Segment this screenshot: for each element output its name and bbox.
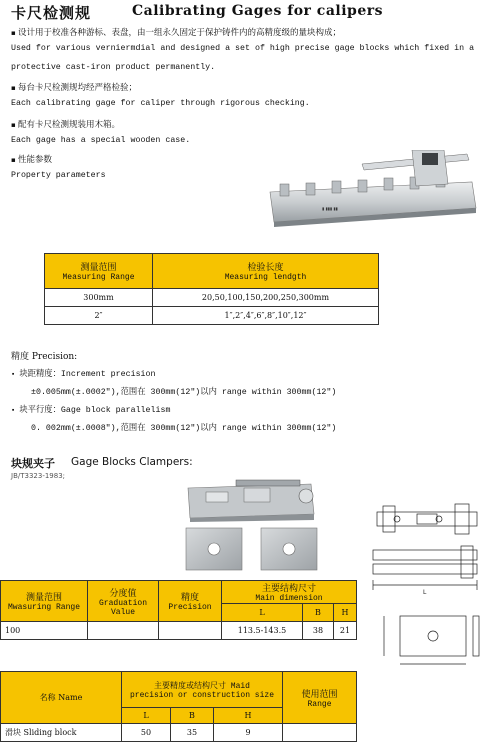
drawing-label-L: L — [423, 589, 427, 596]
table-row — [45, 289, 379, 307]
t3-col1: 名称 Name — [1, 672, 122, 724]
table-cell: 50 — [122, 724, 171, 742]
page-title-cn: 卡尺检测规 — [11, 4, 92, 22]
sliding-block-image-2 — [259, 526, 321, 574]
intro-bullet1-cn: ▪ 设计用于校准各种游标、表盘，由一组永久固定于保护铸件内的高精度级的量块构成； — [11, 26, 341, 38]
table-cell — [283, 724, 357, 742]
property-table-col1 — [45, 254, 153, 289]
intro-bullet4-en: Property parameters — [11, 171, 106, 180]
t3-col3-en: Range — [307, 699, 332, 709]
intro-bullet3-en: Each gage has a special wooden case. — [11, 136, 191, 145]
t2-col2-en1: Graduation — [98, 598, 147, 608]
table-cell: 100 — [1, 622, 88, 640]
t2-col1-cn: 测量范围 — [25, 593, 62, 603]
t2-col1-en: Mwasuring Range — [7, 603, 80, 612]
clamper-table-col1 — [1, 581, 88, 622]
table-cell: 20,50,100,150,200,250,300mm — [153, 289, 379, 307]
intro-bullet2-cn: ▪ 每台卡尺检测规均经严格检验； — [11, 81, 137, 93]
precision-item1-value: ±0.005mm(±.0002″),范围在 300mm(12″)以内 range within 300mm(12″) — [31, 388, 337, 397]
table-cell: 35 — [171, 724, 214, 742]
t2-sub-H: H — [334, 604, 357, 622]
intro-bullet4-cn: ▪ 性能参数 — [11, 153, 52, 165]
table-cell: 1″,2″,4″,6″,8″,10″,12″ — [153, 307, 379, 325]
clampers-heading-en: Gage Blocks Clampers: — [71, 456, 193, 468]
page-title-en: Calibrating Gages for calipers — [132, 3, 383, 19]
table-cell: 9 — [214, 724, 283, 742]
t2-col4-en: Main dimension — [255, 594, 323, 603]
col2-cn: 检验长度 — [247, 263, 284, 273]
table-cell: 21 — [334, 622, 357, 640]
t2-col3-en: Precision — [168, 603, 212, 612]
precision-item2-label: ▪ 块平行度：Gage block parallelism — [11, 403, 170, 415]
intro-bullet1-en-1: Used for various verniermdial and designed a set of high precise gage blocks which fixed in a — [11, 44, 475, 53]
t3-sub-L: L — [122, 708, 171, 724]
t3-sub-H: H — [214, 708, 283, 724]
clamper-table-col3 — [159, 581, 222, 622]
table-cell: 300mm — [45, 289, 153, 307]
table-cell: 38 — [303, 622, 334, 640]
t3-col3-cn: 使用范围 — [301, 689, 338, 700]
precision-item1-label: ▪ 块距精度：Increment precision — [11, 367, 156, 379]
table-row — [1, 724, 357, 742]
clamper-table-col4 — [222, 581, 357, 604]
property-table-col2 — [153, 254, 379, 289]
table-cell: 2″ — [45, 307, 153, 325]
table-cell: 滑块 Sliding block — [1, 724, 122, 742]
table-row — [1, 622, 357, 640]
t2-col3-cn: 精度 — [180, 593, 199, 603]
table-cell — [159, 622, 222, 640]
precision-item2-value: 0. 002mm(±.0008″),范围在 300mm(12″)以内 range within 300mm(12″) — [31, 424, 337, 433]
t3-col2-en: precision or construction size — [129, 690, 275, 700]
sliding-block-image-1 — [184, 526, 246, 574]
svg-text:▮ ▮▮▮ ▮▮: ▮ ▮▮▮ ▮▮ — [322, 206, 338, 211]
sliding-block-table-col3 — [283, 672, 357, 724]
clamper-image — [186, 478, 326, 522]
col1-cn: 测量范围 — [80, 263, 117, 273]
t3-sub-B: B — [171, 708, 214, 724]
table-cell: 113.5-143.5 — [222, 622, 303, 640]
clamper-table — [0, 580, 357, 640]
table-cell — [88, 622, 159, 640]
clampers-heading-cn: 块规夹子 — [11, 457, 55, 470]
sliding-block-table-col2 — [122, 672, 283, 708]
table-row — [45, 307, 379, 325]
clamper-technical-drawing — [367, 490, 492, 600]
col2-en: Measuring lendgth — [224, 273, 307, 282]
intro-bullet1-en-2: protective cast-iron product permanently. — [11, 63, 216, 72]
calibrating-gage-image — [262, 150, 490, 228]
t2-sub-L: L — [222, 604, 303, 622]
clampers-standard: JB/T3323-1983; — [11, 472, 66, 480]
sliding-block-table — [0, 671, 357, 742]
t2-sub-B: B — [303, 604, 334, 622]
t2-col4-cn: 主要结构尺寸 — [261, 584, 316, 594]
col1-en: Measuring Range — [62, 273, 135, 282]
t3-col2-cn: 主要精度或结构尺寸 Maid — [153, 681, 250, 691]
property-table — [44, 253, 379, 325]
precision-heading: 精度 Precision: — [11, 352, 78, 362]
intro-bullet2-en: Each calibrating gage for caliper through rigorous checking. — [11, 99, 310, 108]
intro-bullet3-cn: ▪ 配有卡尺检测规装用木箱。 — [11, 118, 120, 130]
clamper-table-col2 — [88, 581, 159, 622]
t2-col2-cn: 分度值 — [109, 588, 137, 599]
t2-col2-en2: Value — [110, 607, 135, 617]
sliding-block-technical-drawing — [370, 610, 490, 672]
